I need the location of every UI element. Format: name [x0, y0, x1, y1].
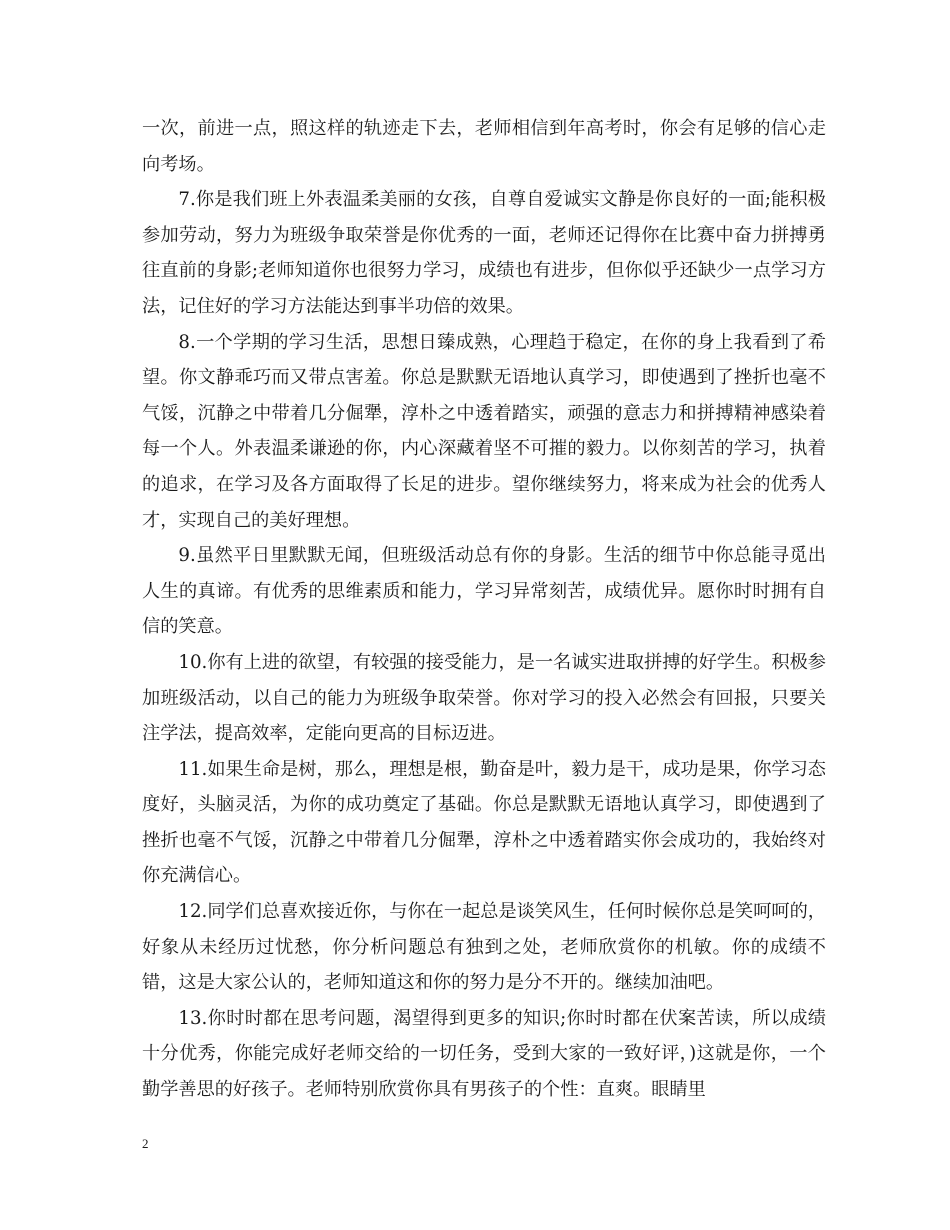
paragraph-comment-12: 12.同学们总喜欢接近你，与你在一起总是谈笑风生，任何时候你总是笑呵呵的，好象从未经历过忧愁，你分析问题总有独到之处，老师欣赏你的机敏。你的成绩不错，这是大家公认的，老师知道这和你的努力是分不开的。继续加油吧。: [142, 901, 826, 994]
paragraph-comment-10: 10.你有上进的欲望，有较强的接受能力，是一名诚实进取拼搏的好学生。积极参加班级活动，以自己的能力为班级争取荣誉。你对学习的投入必然会有回报，只要关注学法，提高效率，定能向更高的目标迈进。: [142, 651, 826, 745]
paragraph-comment-9: 9.虽然平日里默默无闻，但班级活动总有你的身影。生活的细节中你总能寻觅出人生的真谛。有优秀的思维素质和能力，学习异常刻苦，成绩优异。愿你时时拥有自信的笑意。: [142, 545, 826, 638]
paragraph-comment-7: 7.你是我们班上外表温柔美丽的女孩，自尊自爱诚实文静是你良好的一面;能积极参加劳动，努力为班级争取荣誉是你优秀的一面，老师还记得你在比赛中奋力拼搏勇往直前的身影;老师知道你也很努力学习，成绩也有进步，但你似乎还缺少一点学习方法，记住好的学习方法能达到事半功倍的效果。: [142, 189, 826, 317]
paragraph-comment-13: 13.你时时都在思考问题，渴望得到更多的知识;你时时都在伏案苦读，所以成绩十分优秀，你能完成好老师交给的一切任务，受到大家的一致好评，)这就是你，一个勤学善思的好孩子。老师特别欣赏你具有男孩子的个性：直爽。眼睛里: [142, 1007, 826, 1101]
document-body: [142, 111, 826, 1108]
paragraph-comment-8: 8.一个学期的学习生活，思想日臻成熟，心理趋于稳定，在你的身上我看到了希望。你文静乖巧而又带点害羞。你总是默默无语地认真学习，即使遇到了挫折也毫不气馁，沉静之中带着几分倔犟，淳朴之中透着踏实，顽强的意志力和拼搏精神感染着每一个人。外表温柔谦逊的你，内心深藏着坚不可摧的毅力。以你刻苦的学习，执着的追求，在学习及各方面取得了长足的进步。望你继续努力，将来成为社会的优秀人才，实现自己的美好理想。: [142, 331, 826, 531]
paragraph-comment-11: 11.如果生命是树，那么，理想是根，勤奋是叶，毅力是干，成功是果，你学习态度好，头脑灵活，为你的成功奠定了基础。你总是默默无语地认真学习，即使遇到了挫折也毫不气馁，沉静之中带着几分倔犟，淳朴之中透着踏实你会成功的，我始终对你充满信心。: [142, 758, 826, 887]
page-number: 2: [142, 1136, 149, 1151]
paragraph-continued: 一次，前进一点，照这样的轨迹走下去，老师相信到年高考时，你会有足够的信心走向考场。: [142, 118, 826, 175]
